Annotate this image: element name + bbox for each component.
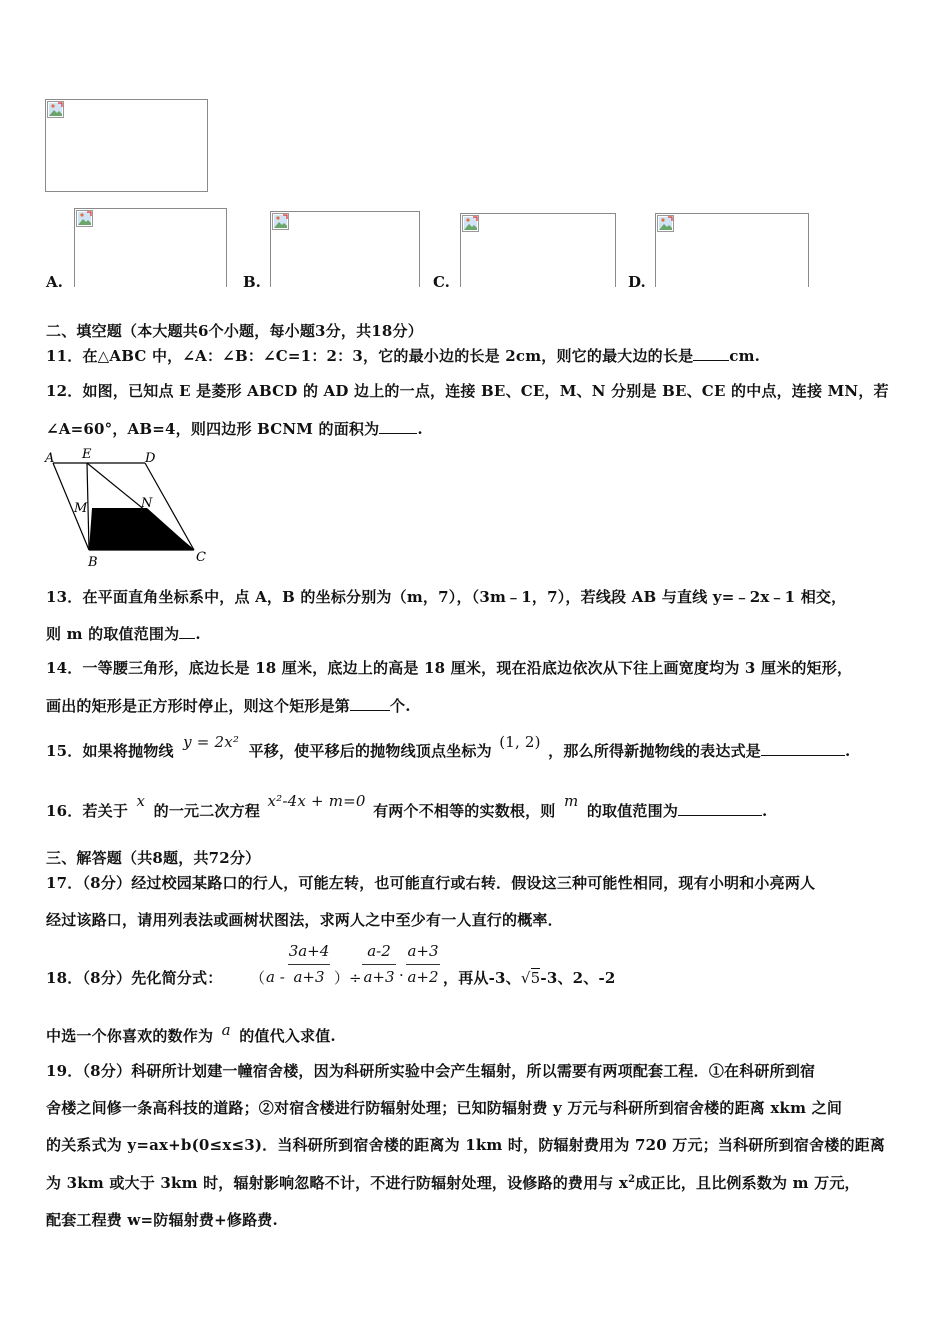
label-a: A [45,451,55,466]
fraction-3-bar [406,964,440,965]
question-19-line-3: 的关系式为 y=ax+b(0≤x≤3)．当科研所到宿舍楼的距离为 1km 时，防辐射费用为 720 万元；当科研所到宿舍楼的距离 [46,1136,886,1154]
option-d-label: D. [628,273,646,291]
option-b-image-placeholder [270,211,420,287]
question-12-text: ∠A=60°，AB=4，则四边形 BCNM 的面积为 [46,420,380,438]
fraction-3-denominator: a+2 [407,968,439,986]
quadratic-equation: x²-4x + m=0 [267,792,366,810]
answer-blank [693,348,729,361]
answer-blank [179,626,195,639]
question-14-tail: 个. [390,697,411,715]
label-d: D [145,451,156,466]
question-14-line-1: 14．一等腰三角形，底边长是 18 厘米，底边上的高是 18 厘米，现在沿底边依次从下往上画宽度均为 3 厘米的矩形， [46,659,853,677]
question-19-line-2: 舍楼之间修一条高科技的道路；②对宿含楼进行防辐射处理；已知防辐射费 y 万元与科研所到宿舍楼的距离 xkm 之间 [46,1099,843,1117]
sqrt-radicand: 5 [530,969,541,987]
sqrt-symbol: √ [520,969,531,987]
option-c-image-placeholder [460,213,616,287]
answer-blank [379,421,417,434]
fraction-2-bar [362,964,396,965]
question-13-text: 则 m 的取值范围为 [46,625,180,643]
question-16-mid-1: 的一元二次方程 [153,802,261,820]
label-n: N [141,496,153,511]
section-3-title: 三、解答题（共8题，共72分） [46,849,261,867]
option-b-label: B. [243,273,261,291]
question-15-tail: . [844,742,851,760]
option-d-image-placeholder [655,213,809,287]
question-16-post: 的取值范围为 [586,802,679,820]
label-m: M [74,501,88,516]
question-17-line-2: 经过该路口，请用列表法或画树状图法，求两人之中至少有一人直行的概率． [46,911,563,929]
broken-image-icon [462,215,479,232]
question-19-line-1: 19．（8分）科研所计划建一幢宿舍楼，因为科研所实验中会产生辐射，所以需要有两项配套工程．①在科研所到宿 [46,1062,816,1080]
question-13-tail: . [195,625,201,643]
question-18-post-2: -3、2、-2 [540,969,616,987]
broken-image-icon [272,213,289,230]
question-11-tail: cm. [729,347,761,365]
question-12-line-2 [46,418,423,439]
question-19-line-4 [46,1172,860,1193]
question-13-line-1: 13．在平面直角坐标系中，点 A，B 的坐标分别为（m，7），（3m﹣1，7），若线段 AB 与直线 y=﹣2x﹣1 相交， [46,588,847,606]
option-a-label: A. [46,273,63,291]
question-17-line-1: 17．（8分）经过校园某路口的行人，可能左转，也可能直行或右转．假设这三种可能性相同，现有小明和小亮两人 [46,874,816,892]
label-b: B [88,555,98,570]
option-c-label: C. [433,273,450,291]
question-13-line-2 [46,623,201,644]
question-12-line-1: 12．如图，已知点 E 是菱形 ABCD 的 AD 边上的一点，连接 BE、CE，M、N 分别是 BE、CE 的中点，连接 MN，若 [46,382,889,400]
multiply-dot: · [399,966,404,984]
answer-blank [350,698,390,711]
question-18-line-2-post: 的值代入求值. [239,1027,336,1045]
fraction-3-numerator: a+3 [407,942,439,960]
question-12-tail: . [417,420,423,438]
question-14-text: 画出的矩形是正方形时停止，则这个矩形是第 [46,697,351,715]
question-16 [46,792,768,821]
vertex-point: (1, 2) [499,733,541,751]
question-19-line-4-post: 成正比，且比例系数为 m 万元， [635,1174,860,1192]
paren-close-divide: ）÷ [334,969,362,987]
option-a-image-placeholder [74,208,227,287]
fraction-1-denominator: a+3 [293,968,325,986]
question-15-post: ，那么所得新抛物线的表达式是 [548,742,761,760]
parabola-equation: y = 2x² [183,733,240,751]
variable-a: a [221,1021,231,1039]
paren-open: （ [250,969,266,987]
question-15-mid: 平移，使平移后的抛物线顶点坐标为 [248,742,492,760]
question-16-mid-2: 有两个不相等的实数根，则 [373,802,556,820]
question-19-line-4-pre: 为 3km 或大于 3km 时，辐射影响忽略不计，不进行防辐射处理，设修路的费用与 x [46,1174,629,1192]
label-c: C [196,550,206,565]
question-18-pre: 18．（8分）先化简分式： [46,969,223,987]
question-15 [46,733,851,761]
fraction-1-numerator: 3a+4 [288,942,330,960]
fraction-2-numerator: a-2 [367,942,391,960]
label-e: E [82,447,92,462]
question-15-pre: 15．如果将抛物线 [46,742,174,760]
question-11-text: 11．在△ABC 中，∠A：∠B：∠C=1：2：3，它的最小边的长是 2cm，则它的最大边的长是 [46,347,694,365]
variable-m: m [563,792,579,810]
question-18-post-1: ，再从-3、 [443,969,521,987]
broken-image-icon [657,215,674,232]
fraction-2-denominator: a+3 [363,968,395,986]
superscript-2: 2 [628,1174,636,1185]
section-2-title: 二、填空题（本大题共6个小题，每小题3分，共18分） [46,322,423,340]
fraction-1-bar [288,964,330,965]
question-16-tail: . [762,802,768,820]
broken-image-icon [76,210,93,227]
answer-blank [761,743,845,756]
question-11 [46,345,760,366]
variable-x: x [136,792,146,810]
question-19-line-5: 配套工程费 w=防辐射费+修路费. [46,1211,278,1229]
answer-blank [678,803,762,816]
rhombus-figure [44,446,214,570]
question-16-pre: 16．若关于 [46,802,129,820]
question-18-line-2-pre: 中选一个你喜欢的数作为 [46,1027,214,1045]
question-18-line-2 [46,1021,336,1046]
question-figure-placeholder [45,99,208,192]
expr-a-minus: a - [266,968,285,986]
question-14-line-2 [46,695,411,716]
question-18-post [443,967,616,988]
broken-image-icon [47,101,64,118]
